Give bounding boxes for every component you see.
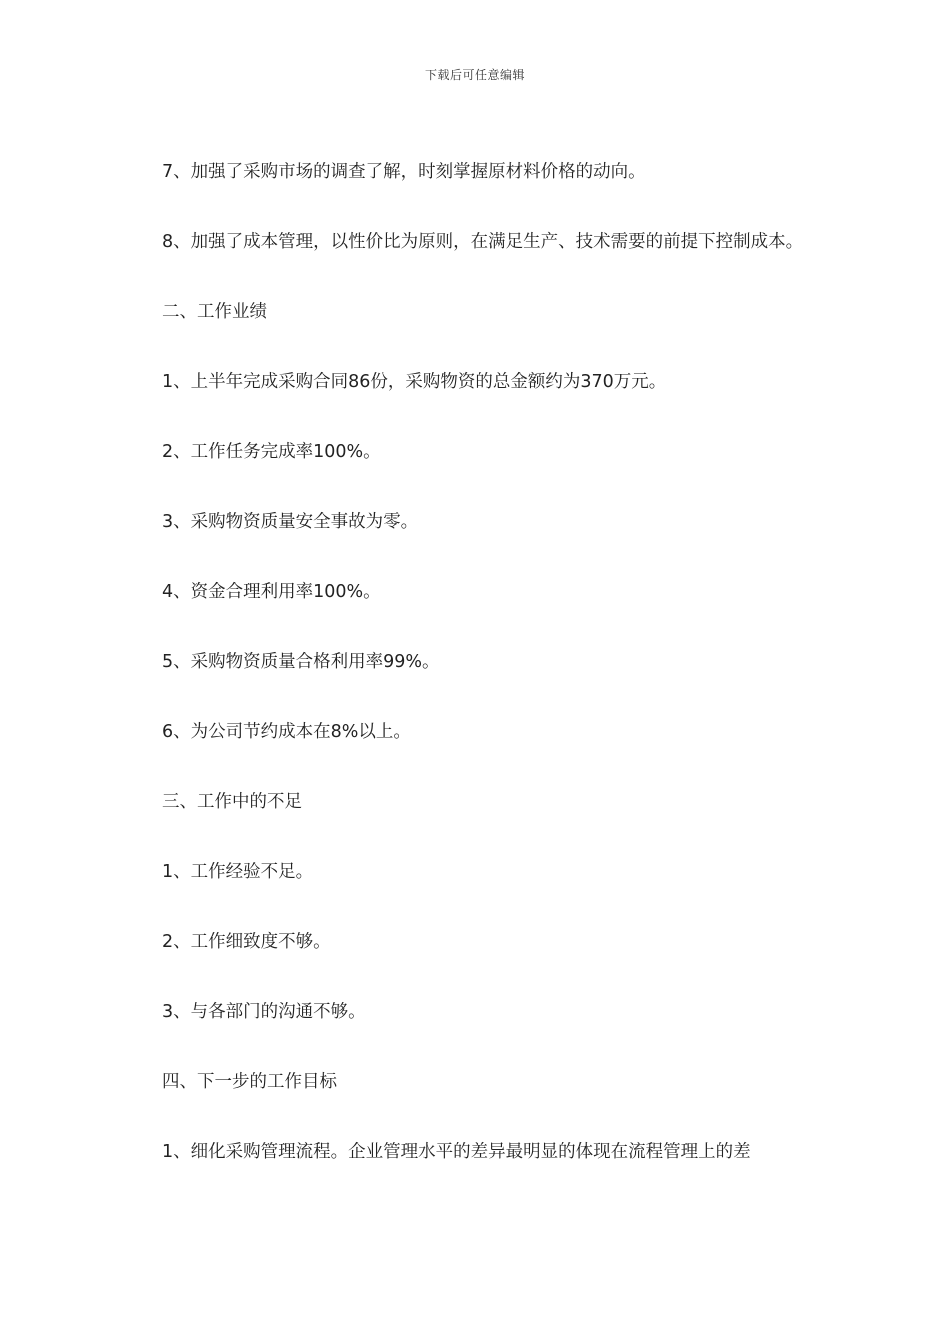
goal-item-1: 1、细化采购管理流程。企业管理水平的差异最明显的体现在流程管理上的差 [162,1142,751,1162]
section-heading-shortcomings: 三、工作中的不足 [162,792,302,812]
document-body [144,153,808,1203]
section-heading-achievements: 二、工作业绩 [162,302,267,322]
shortcoming-item-2: 2、工作细致度不够。 [162,932,331,952]
shortcoming-item-3: 3、与各部门的沟通不够。 [162,1002,366,1022]
section-heading-next-goals: 四、下一步的工作目标 [162,1072,337,1092]
achievement-item-2: 2、工作任务完成率100%。 [162,442,381,462]
achievement-item-6: 6、为公司节约成本在8%以上。 [162,722,411,742]
achievement-item-5: 5、采购物资质量合格利用率99%。 [162,652,440,672]
header-note: 下载后可任意编辑 [424,68,525,82]
achievement-item-1: 1、上半年完成采购合同86份，采购物资的总金额约为370万元。 [162,372,667,392]
paragraph-item-7: 7、加强了采购市场的调查了解，时刻掌握原材料价格的动向。 [162,162,646,182]
achievement-item-3: 3、采购物资质量安全事故为零。 [162,512,419,532]
shortcoming-item-1: 1、工作经验不足。 [162,862,314,882]
paragraph-item-8: 8、加强了成本管理，以性价比为原则，在满足生产、技术需要的前提下控制成本。 [162,232,804,252]
achievement-item-4: 4、资金合理利用率100%。 [162,582,381,602]
